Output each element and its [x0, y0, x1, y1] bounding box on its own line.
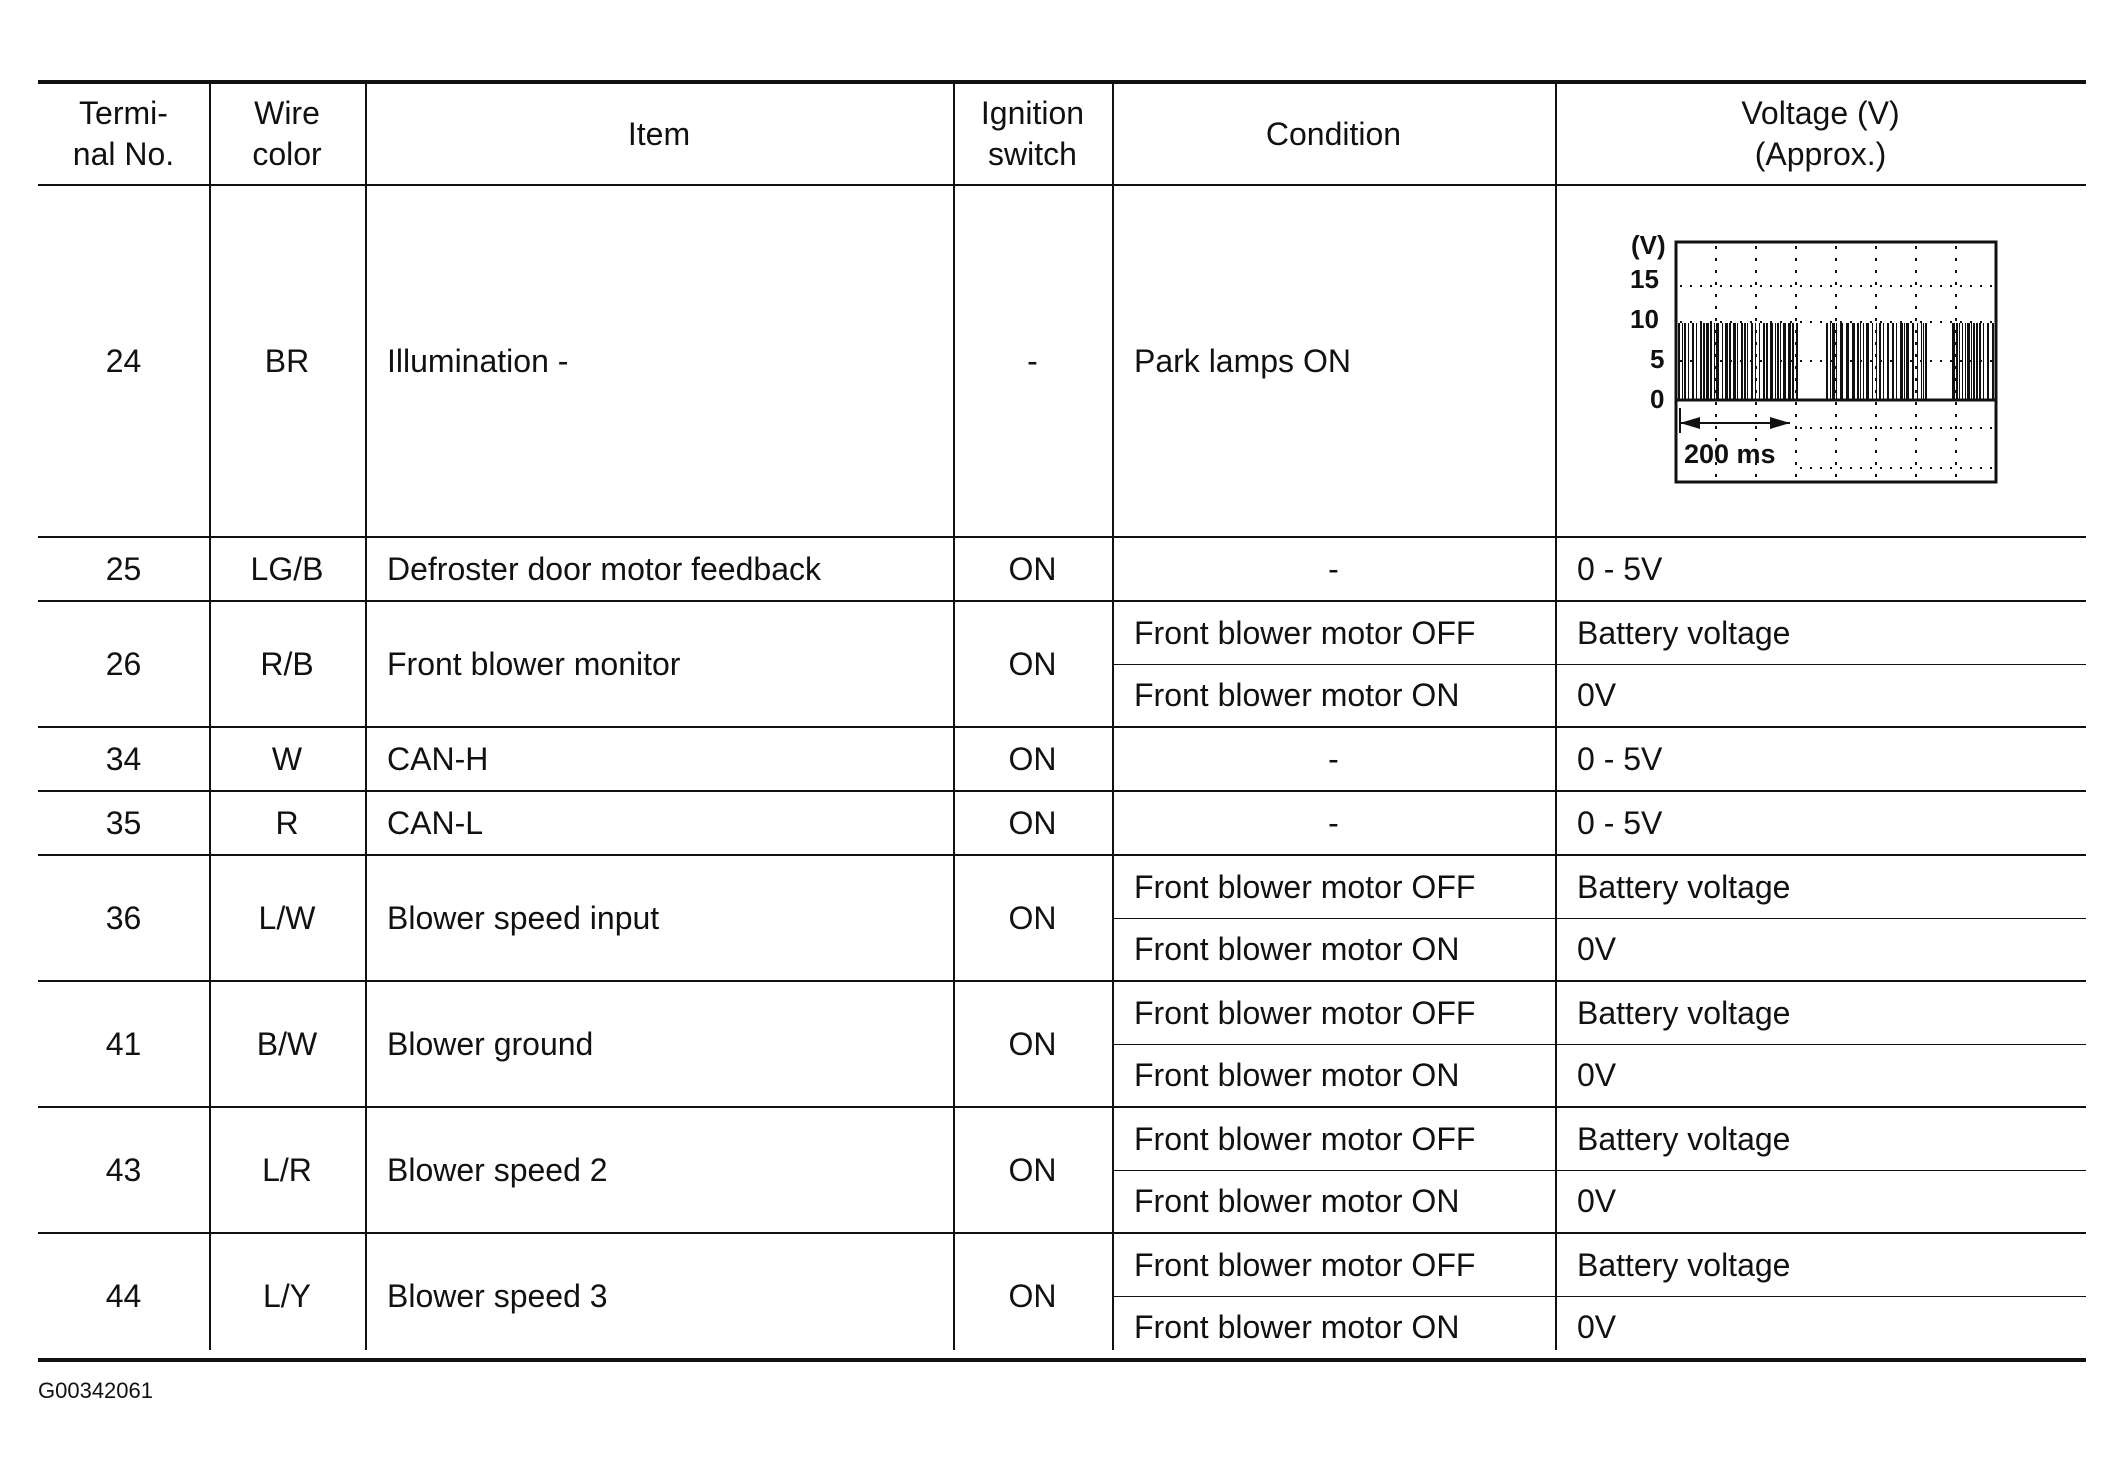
- row-terminal: 35: [105, 804, 142, 841]
- waveform-time-label: 200 ms: [1684, 439, 1776, 469]
- row-item: Blower speed 2: [387, 1151, 608, 1188]
- waveform-unit: (V): [1631, 230, 1666, 260]
- row-voltage: 0V: [1577, 930, 1617, 967]
- row-terminal: 24: [105, 342, 142, 379]
- row-condition: Front blower motor OFF: [1134, 1246, 1476, 1283]
- row-ignition: ON: [1008, 1151, 1057, 1188]
- row-wire: L/R: [262, 1151, 312, 1188]
- row-ignition: ON: [1008, 899, 1057, 936]
- row-item: Blower ground: [387, 1025, 594, 1062]
- row-voltage: 0 - 5V: [1577, 804, 1663, 841]
- header-voltage: Voltage (V) (Approx.): [1741, 95, 1900, 172]
- row-wire: W: [271, 740, 303, 777]
- header-condition: Condition: [1265, 115, 1402, 152]
- row-terminal: 34: [105, 740, 142, 777]
- waveform-tick-5: 5: [1650, 344, 1665, 374]
- row-condition: Front blower motor OFF: [1134, 994, 1476, 1031]
- voltage-waveform: [1630, 228, 2010, 498]
- row-item: Illumination -: [387, 342, 569, 379]
- row-item: CAN-H: [387, 740, 489, 777]
- row-wire: L/W: [258, 899, 316, 936]
- row-condition: -: [1328, 550, 1339, 587]
- waveform-tick-0: 0: [1650, 384, 1665, 414]
- header-terminal: Termi- nal No.: [72, 95, 175, 172]
- header-wire: Wire color: [252, 95, 322, 172]
- row-terminal: 43: [105, 1151, 142, 1188]
- row-item: CAN-L: [387, 804, 484, 841]
- row-ignition: ON: [1008, 550, 1057, 587]
- row-ignition: ON: [1008, 804, 1057, 841]
- row-voltage: Battery voltage: [1577, 1120, 1791, 1157]
- row-voltage: Battery voltage: [1577, 868, 1791, 905]
- figure-code: G00342061: [38, 1378, 153, 1403]
- row-voltage: Battery voltage: [1577, 614, 1791, 651]
- row-condition: Front blower motor ON: [1134, 1182, 1460, 1219]
- row-item: Defroster door motor feedback: [387, 550, 821, 587]
- row-condition: Front blower motor ON: [1134, 1056, 1460, 1093]
- waveform-pulses: [1678, 323, 1994, 400]
- row-terminal: 25: [105, 550, 142, 587]
- row-condition: Front blower motor OFF: [1134, 614, 1476, 651]
- row-voltage: 0V: [1577, 1056, 1617, 1093]
- row-condition: Park lamps ON: [1134, 342, 1351, 379]
- waveform-tick-10: 10: [1630, 304, 1659, 334]
- row-voltage: 0 - 5V: [1577, 740, 1663, 777]
- row-condition: Front blower motor ON: [1134, 1308, 1460, 1345]
- row-terminal: 36: [105, 899, 142, 936]
- row-ignition: ON: [1008, 645, 1057, 682]
- row-condition: Front blower motor ON: [1134, 930, 1460, 967]
- header-ignition: Ignition switch: [980, 95, 1085, 172]
- row-wire: L/Y: [262, 1277, 312, 1314]
- header-item: Item: [627, 115, 691, 152]
- row-wire: BR: [264, 342, 310, 379]
- row-item: Front blower monitor: [387, 645, 681, 682]
- row-condition: Front blower motor ON: [1134, 676, 1460, 713]
- row-voltage: 0V: [1577, 1182, 1617, 1219]
- row-ignition: ON: [1008, 740, 1057, 777]
- row-ignition: ON: [1008, 1277, 1057, 1314]
- row-ignition: ON: [1008, 1025, 1057, 1062]
- row-condition: Front blower motor OFF: [1134, 868, 1476, 905]
- row-item: Blower speed input: [387, 899, 660, 936]
- table-bottom-rule: [38, 1358, 2086, 1362]
- row-voltage: Battery voltage: [1577, 994, 1791, 1031]
- row-terminal: 44: [105, 1277, 142, 1314]
- row-ignition: -: [1027, 342, 1038, 379]
- row-wire: R/B: [260, 645, 314, 682]
- row-condition: Front blower motor OFF: [1134, 1120, 1476, 1157]
- row-wire: B/W: [256, 1025, 318, 1062]
- row-condition: -: [1328, 804, 1339, 841]
- row-wire: R: [275, 804, 299, 841]
- row-wire: LG/B: [250, 550, 324, 587]
- row-voltage: 0 - 5V: [1577, 550, 1663, 587]
- row-item: Blower speed 3: [387, 1277, 608, 1314]
- row-voltage: 0V: [1577, 676, 1617, 713]
- row-terminal: 26: [105, 645, 142, 682]
- row-condition: -: [1328, 740, 1339, 777]
- row-terminal: 41: [105, 1025, 142, 1062]
- row-voltage: 0V: [1577, 1308, 1617, 1345]
- row-voltage: Battery voltage: [1577, 1246, 1791, 1283]
- waveform-tick-15: 15: [1630, 264, 1659, 294]
- time-arrow: [1680, 408, 1790, 433]
